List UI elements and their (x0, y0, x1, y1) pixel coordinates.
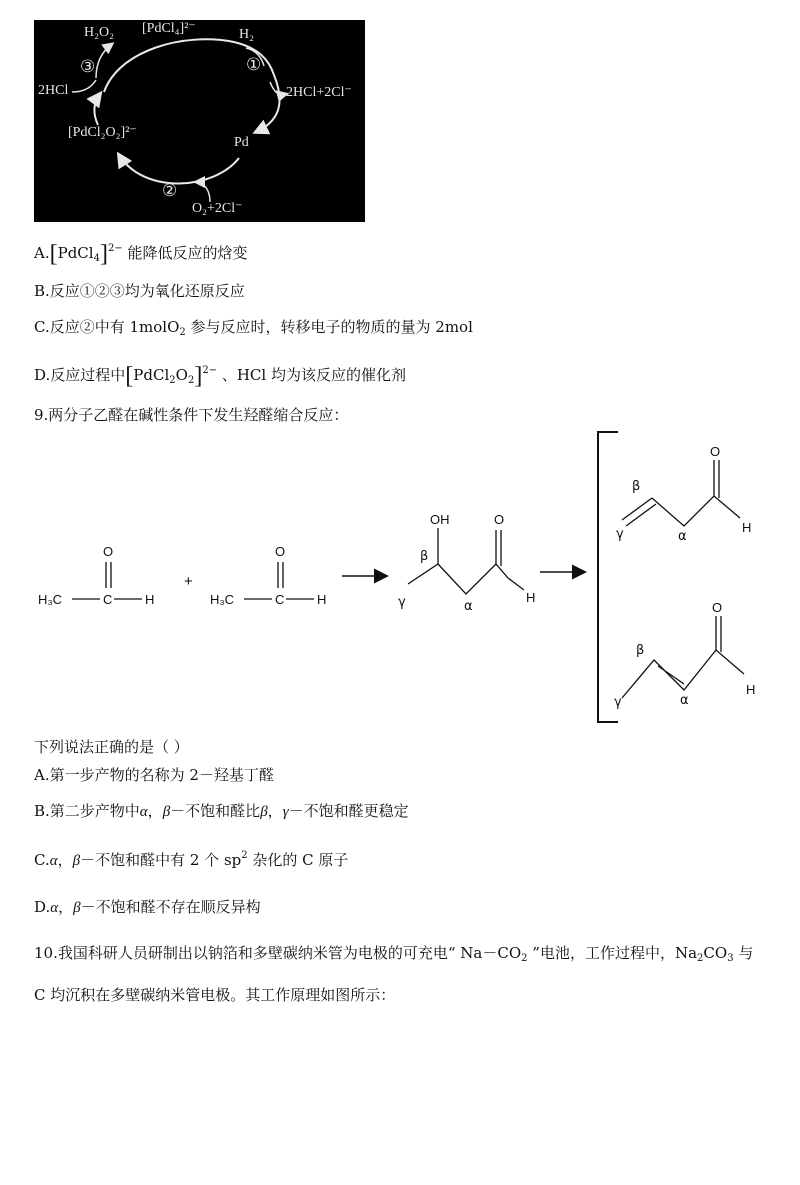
acetaldehyde-1-o: O (103, 544, 114, 559)
q9-stem: 9.两分子乙醛在碱性条件下发生羟醛缩合反应： (34, 406, 349, 424)
aldol-h: H (526, 590, 536, 605)
q8-option-c: C.反应②中有 1molO$_2$ 参与反应时，转移电子的物质的量为 2mol (34, 318, 473, 338)
q9-option-c: C.α，β－不饱和醛中有 2 个 $sp^2$ 杂化的 C 原子 (34, 850, 349, 869)
step-1-label: ① (246, 55, 262, 74)
aldol-alpha: α (464, 599, 473, 614)
q8-option-a: A.[PdCl$_4$]$^{2-}$ 能降低反应的焓变 (34, 241, 248, 267)
acetaldehyde-2-h: H (317, 592, 327, 607)
bg-alpha: α (678, 529, 687, 544)
q9-option-d: D.α，β－不饱和醛不存在顺反异构 (34, 898, 261, 916)
aldol-o: O (494, 512, 505, 527)
ab-beta: β (636, 643, 645, 658)
cycle-arc-left (94, 94, 100, 125)
product-bracket (598, 432, 618, 722)
q8-option-d: D.反应过程中$[PdCl_2O_2]^{2-}$ 、HCl 均为该反应的催化剂 (34, 363, 406, 389)
aldol-oh: OH (430, 512, 450, 527)
reactants-2-label: O₂+2Cl⁻ (192, 201, 243, 216)
cycle-arrows (34, 20, 365, 222)
ab-alpha: α (680, 693, 689, 708)
step-3-label: ③ (80, 57, 96, 76)
ab-aldehyde-o: O (712, 600, 723, 615)
cycle-arc-bottom (119, 155, 239, 184)
pd-label: Pd (234, 135, 249, 150)
aldol-scheme-svg (30, 428, 790, 728)
h2-label: H₂ (239, 27, 254, 42)
q9-option-b: B.第二步产物中α，β－不饱和醛比β，γ－不饱和醛更稳定 (34, 802, 409, 820)
acetaldehyde-1-c: C (103, 592, 113, 607)
acetaldehyde-2-ch3: H₃C (210, 592, 235, 607)
beta-gamma-skeleton (652, 496, 740, 526)
bg-aldehyde-o: O (710, 444, 721, 459)
catalytic-cycle-figure (34, 20, 365, 222)
acetaldehyde-2-o: O (275, 544, 286, 559)
hcl-label: 2HCl (38, 83, 69, 98)
aldol-scheme (30, 428, 790, 728)
h2o2-label: H₂O₂ (84, 25, 114, 40)
bg-beta: β (632, 479, 641, 494)
arrow-h2o2-out (96, 44, 112, 78)
aldol-gamma: γ (398, 595, 406, 610)
products-1-label: 2HCl+2Cl⁻ (286, 85, 352, 100)
bg-gamma: γ (616, 527, 624, 542)
q10-line-2: C 均沉积在多壁碳纳米管电极。其工作原理如图所示： (34, 986, 396, 1004)
bg-aldehyde-h: H (742, 520, 752, 535)
plus-sign: + (184, 573, 193, 590)
ab-gamma: γ (614, 695, 622, 710)
pdcl2o2-label: [PdCl₂O₂]²⁻ (68, 125, 137, 140)
q9-ask: 下列说法正确的是（ ） (34, 738, 189, 756)
q10-line-1: 10.我国科研人员研制出以钠箔和多壁碳纳米管为电极的可充电“ $Na-CO_2$ ”电池，工作过程中，$Na_2CO_3$ 与 (34, 944, 754, 964)
q8-option-b: B.反应①②③均为氧化还原反应 (34, 282, 245, 300)
arrow-o2-in (196, 182, 210, 202)
aldol-beta: β (420, 549, 429, 564)
aldol-skeleton (408, 564, 508, 594)
ab-aldehyde-h: H (746, 682, 756, 697)
pdcl4-label: [PdCl₄]²⁻ (142, 21, 196, 36)
q9-option-a: A.第一步产物的名称为 2－羟基丁醛 (34, 766, 274, 784)
cycle-arc-right (256, 75, 280, 132)
acetaldehyde-1-ch3: H₃C (38, 592, 63, 607)
step-2-label: ② (162, 181, 178, 200)
acetaldehyde-1-h: H (145, 592, 155, 607)
acetaldehyde-2-c: C (275, 592, 285, 607)
arrow-hcl-in (72, 80, 96, 92)
